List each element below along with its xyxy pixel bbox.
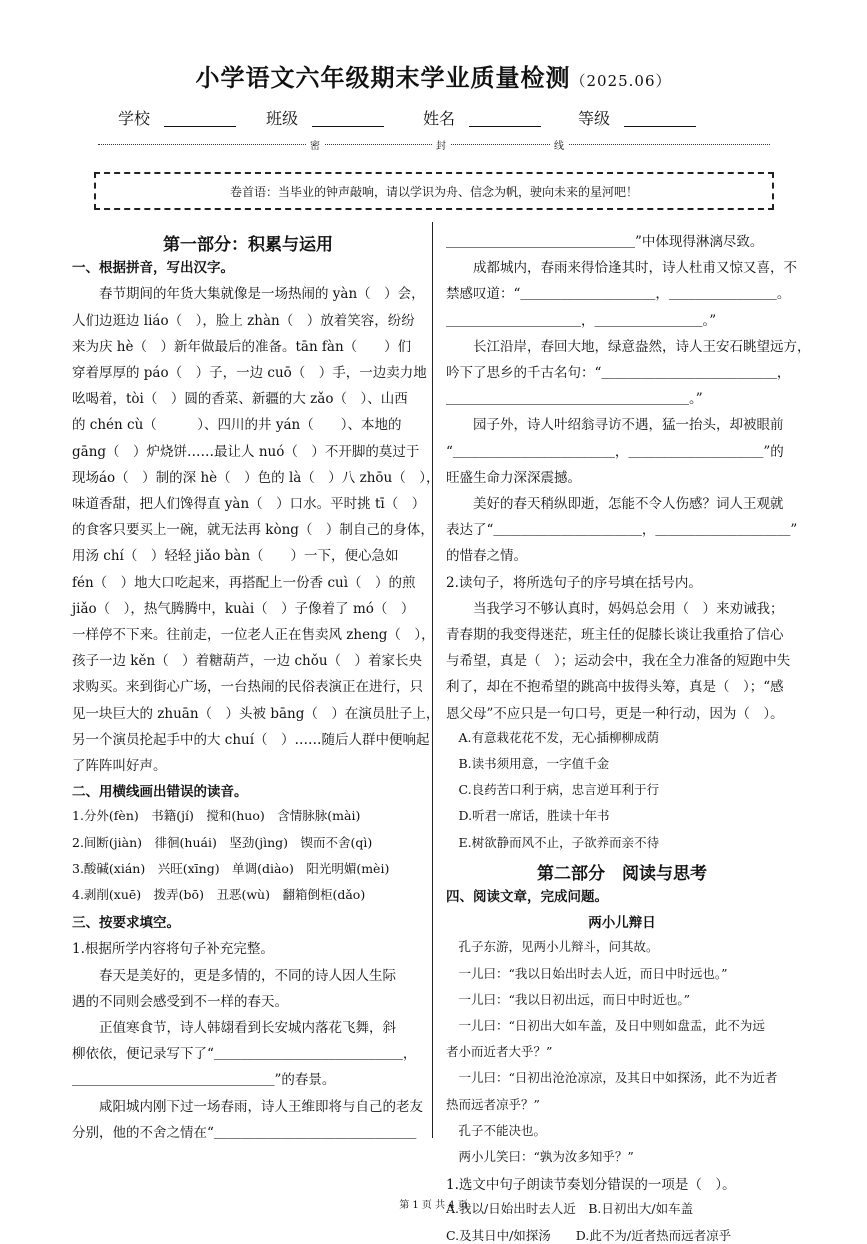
left-line: 柳依依，便记录写下了“＿＿＿＿＿＿＿＿＿＿＿＿＿＿， — [72, 1046, 417, 1063]
class-field[interactable] — [312, 126, 384, 127]
left-line: 现场áo（ ）制的深 hè（ ）色的 là（ ）八 zhōu（ ）， — [72, 469, 440, 486]
left-line: 一、根据拼音，写出汉字。 — [72, 260, 234, 277]
left-line: 1.根据所学内容将句子补充完整。 — [72, 941, 274, 958]
right-line: 一儿曰：“我以日始出时去人近，而日中时远也。” — [446, 965, 728, 981]
left-line: 1.分外(fèn) 书籍(jí) 搅和(huo) 含情脉脉(mài) — [72, 808, 361, 824]
left-line: 人们边逛边 liáo（ ），脸上 zhàn（ ）放着笑容，纷纷 — [72, 312, 415, 329]
left-line: 味道香甜，把人们馋得直 yàn（ ）口水。平时挑 tī（ ） — [72, 496, 426, 512]
seal-char-3: 线 — [550, 137, 568, 152]
right-line: 两小儿辩日 — [588, 915, 656, 932]
left-line: 春天是美好的，更是多情的，不同的诗人因人生际 — [72, 967, 396, 984]
right-line: ＿＿＿＿＿＿＿＿＿＿，＿＿＿＿＿＿＿＿。” — [446, 312, 717, 329]
page-title — [0, 58, 867, 93]
name-label: 姓名 — [423, 109, 456, 128]
right-line: 的惜春之情。 — [446, 548, 527, 565]
right-line: 旺盛生命力深深震撼。 — [446, 469, 581, 486]
right-line: 利了，却在不抱希望的跳高中拔得头筹，真是（ ）；“感 — [446, 679, 784, 696]
left-line: 咸阳城内刚下过一场春雨，诗人王维即将与自己的老友 — [72, 1098, 423, 1115]
school-label: 学校 — [118, 109, 151, 128]
seal-char-2: 封 — [432, 137, 450, 152]
left-line: 第一部分：积累与运用 — [163, 235, 333, 255]
right-line: A.有意栽花花不发，无心插柳柳成荫 — [446, 729, 660, 745]
left-line: ＿＿＿＿＿＿＿＿＿＿＿＿＿＿＿”的春景。 — [72, 1072, 336, 1089]
right-line: “＿＿＿＿＿＿＿＿＿＿＿＿，＿＿＿＿＿＿＿＿＿＿”的 — [446, 443, 784, 460]
title-text: 小学语文六年级期末学业质量检测 — [195, 63, 571, 92]
grade-field[interactable] — [624, 126, 696, 127]
left-line: 孩子一边 kěn（ ）着糖葫芦，一边 chǒu（ ）着家长央 — [72, 653, 423, 670]
left-line: 4.剥削(xuē) 拨弄(bō) 丑恶(wù) 翻箱倒柜(dǎo) — [72, 887, 366, 902]
right-line: 吟下了思乡的千古名句：“＿＿＿＿＿＿＿＿＿＿＿＿＿， — [446, 365, 791, 381]
right-line: 与希望，真是（ ）；运动会中，我在全力准备的短跑中失 — [446, 653, 791, 670]
left-line: 二、用横线画出错误的读音。 — [72, 784, 248, 801]
right-line: C.良药苦口利于病，忠言逆耳利于行 — [446, 782, 660, 798]
left-line: 的食客只要买上一碗，就无法再 kòng（ ）制自己的身体， — [72, 522, 434, 539]
title-date: （2025.06） — [570, 72, 672, 90]
right-line: 成都城内，春雨来得恰逢其时，诗人杜甫又惊又喜，不 — [446, 260, 797, 277]
left-line: 3.酸碱(xián) 兴旺(xīng) 单调(diào) 阳光明媚(mèi) — [72, 860, 390, 876]
right-line: 者小而近者大乎？” — [446, 1044, 553, 1060]
left-line: 分别，他的不舍之情在“＿＿＿＿＿＿＿＿＿＿＿＿＿＿＿ — [72, 1124, 417, 1141]
right-line: 一儿曰：“我以日初出远，而日中时近也。” — [446, 991, 691, 1007]
left-line: 的 chén cù（ ）、四川的井 yán（ ）、本地的 — [72, 417, 402, 434]
left-line: 见一块巨大的 zhuān（ ）头被 bāng（ ）在演员肚子上， — [72, 705, 440, 722]
right-line: 一儿曰：“日初出沧沧凉凉，及其日中如探汤，此不为近者 — [446, 1070, 778, 1086]
right-line: 一儿曰：“日初出大如车盖，及日中则如盘盂，此不为远 — [446, 1018, 765, 1033]
right-line: 美好的春天稍纵即逝，怎能不令人伤感？词人王观就 — [446, 496, 784, 512]
left-line: fén（ ）地大口吃起来，再搭配上一份香 cuì（ ）的煎 — [72, 574, 416, 591]
right-line: 禁感叹道：“＿＿＿＿＿＿＿＿＿＿，＿＿＿＿＿＿＿＿。 — [446, 286, 791, 303]
right-line: 两小儿笑曰：“孰为汝多知乎？” — [446, 1149, 634, 1164]
left-line: 2.间断(jiàn) 徘徊(huái) 坚劲(jìng) 锲而不舍(qì) — [72, 834, 373, 850]
right-line: 四、阅读文章，完成问题。 — [446, 889, 608, 905]
left-line: jiǎo（ ），热气腾腾中，kuài（ ）子像着了 mó（ ） — [72, 600, 415, 617]
right-line: B.读书须用意，一字值千金 — [446, 756, 610, 771]
left-line: 春节期间的年货大集就像是一场热闹的 yàn（ ）会， — [72, 286, 425, 303]
right-line: 当我学习不够认真时，妈妈总会用（ ）来劝诫我； — [446, 600, 784, 617]
right-line: C.及其日中/如探汤 D.此不为/近者热而远者凉乎 — [446, 1227, 732, 1243]
right-line: A.我以/日始出时去人近 B.日初出大/如车盖 — [446, 1201, 694, 1217]
left-line: 来为庆 hè（ ）新年做最后的准备。tān fàn（ ）们 — [72, 338, 412, 355]
right-line: 表达了“＿＿＿＿＿＿＿＿＿＿＿，＿＿＿＿＿＿＿＿＿＿” — [446, 522, 798, 539]
left-line: 用汤 chí（ ）轻轻 jiǎo bàn（ ）一下，便心急如 — [72, 548, 399, 565]
right-line: 1.选文中句子朗读节奏划分错误的一项是（ ）。 — [446, 1177, 736, 1194]
left-line: 求购买。来到街心广场，一台热闹的民俗表演正在进行，只 — [72, 679, 423, 696]
right-line: 2.读句子，将所选句子的序号填在括号内。 — [446, 574, 702, 591]
right-line: 孔子不能决也。 — [446, 1122, 547, 1138]
right-line: E.树欲静而风不止，子欲养而亲不待 — [446, 834, 660, 850]
left-line: 了阵阵叫好声。 — [72, 758, 167, 774]
left-line: 另一个演员抡起手中的大 chuí（ ）……随后人群中便响起 — [72, 731, 430, 748]
right-line: 热而远者凉乎？” — [446, 1096, 540, 1112]
right-line: 孔子东游，见两小儿辩斗，问其故。 — [446, 939, 659, 955]
right-line: ＿＿＿＿＿＿＿＿＿＿＿＿＿＿”中体现得淋漓尽致。 — [446, 234, 764, 250]
left-line: 正值寒食节，诗人韩翃看到长安城内落花飞舞，斜 — [72, 1020, 396, 1036]
right-line: 青春期的我变得迷茫，班主任的促膝长谈让我重拾了信心 — [446, 627, 784, 643]
motto-box: 卷首语：当毕业的钟声敲响，请以学识为舟、信念为帆，驶向未来的星河吧！ — [94, 172, 774, 210]
right-line: D.听君一席话，胜读十年书 — [446, 808, 610, 824]
left-line: 一样停不下来。往前走，一位老人正在售卖风 zheng（ ）， — [72, 627, 435, 643]
name-field[interactable] — [469, 126, 541, 127]
left-line: 遇的不同则会感受到不一样的春天。 — [72, 993, 288, 1010]
page-footer: 第 1 页 共 4 页 — [399, 1200, 468, 1211]
right-line: 园子外，诗人叶绍翁寻访不遇，猛一抬头，却被眼前 — [446, 417, 784, 434]
school-field[interactable] — [164, 126, 236, 127]
column-divider — [432, 222, 433, 1138]
seal-char-1: 密 — [306, 137, 324, 152]
class-label: 班级 — [266, 109, 299, 128]
left-line: 穿着厚厚的 páo（ ）子，一边 cuō（ ）手，一边卖力地 — [72, 365, 427, 381]
right-line: 第二部分 阅读与思考 — [537, 863, 707, 884]
right-line: 长江沿岸，春回大地，绿意盎然，诗人王安石眺望远方， — [446, 338, 811, 355]
grade-label: 等级 — [578, 109, 611, 128]
right-line: 恩父母”不应只是一句口号，更是一种行动，因为（ ）。 — [446, 705, 784, 722]
left-line: gāng（ ）炉烧饼……最让人 nuó（ ）不开脚的莫过于 — [72, 443, 420, 460]
left-line: 吆喝着，tòi（ ）圆的香菜、新疆的大 zǎo（ ）、山西 — [72, 391, 408, 408]
left-line: 三、按要求填空。 — [72, 915, 180, 932]
right-line: ＿＿＿＿＿＿＿＿＿＿＿＿＿＿＿＿＿＿。” — [446, 391, 703, 408]
